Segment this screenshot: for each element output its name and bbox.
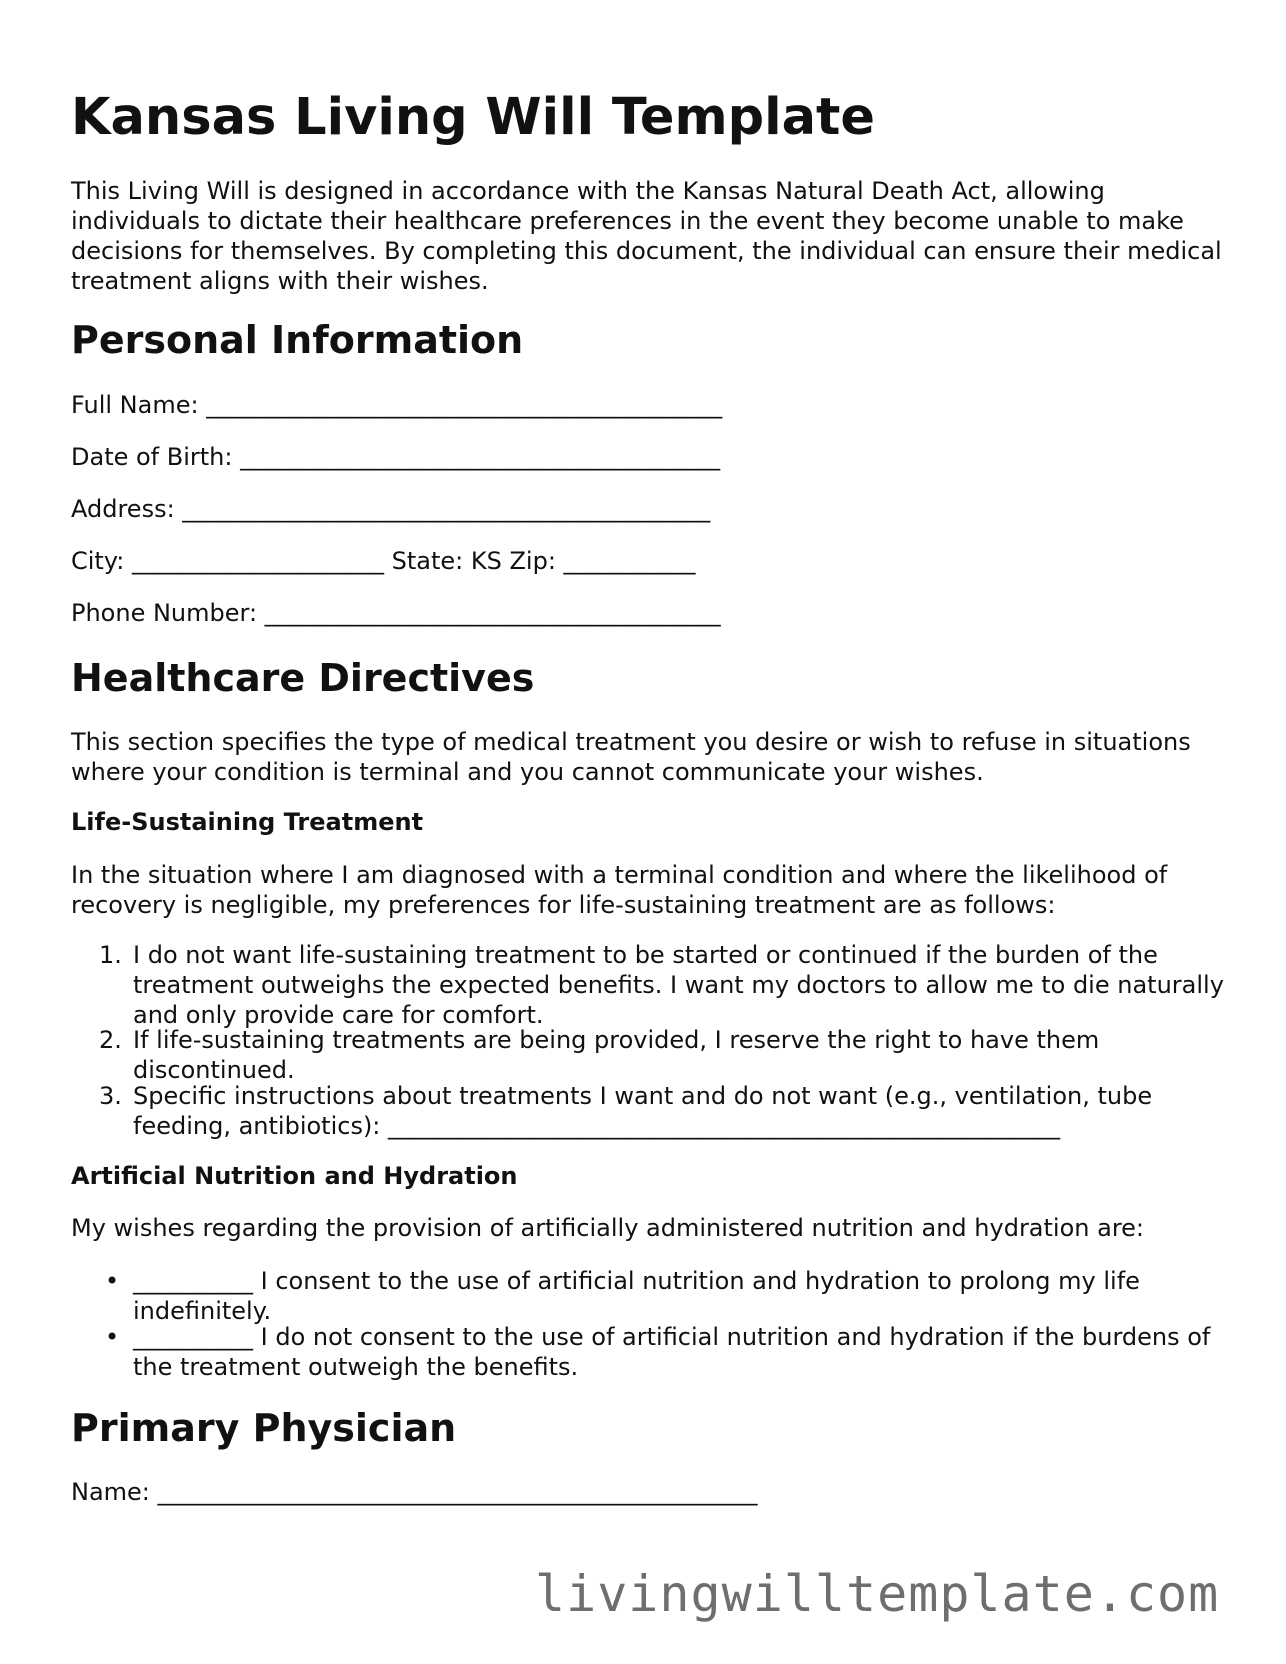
directives-intro: This section specifies the type of medical treatment you desire or wish to refuse in situations where your condition is terminal and you cannot communicate your wishes. xyxy=(71,728,1191,786)
phone-number-field: Phone Number: ______________________________________ xyxy=(71,599,721,627)
life-sustaining-heading: Life-Sustaining Treatment xyxy=(71,808,424,836)
bullet-icon: • xyxy=(105,1323,120,1351)
city-state-zip-field: City: _____________________ State: KS Zip: ___________ xyxy=(71,547,696,575)
list-text: If life-sustaining treatments are being provided, I reserve the right to have them discontinued. xyxy=(133,1026,1100,1084)
list-text: __________ I do not consent to the use of artificial nutrition and hydration if the burdens of the treatment outweigh the benefits. xyxy=(133,1323,1211,1381)
watermark: livingwilltemplate.com xyxy=(535,1565,1220,1623)
list-text: __________ I consent to the use of artificial nutrition and hydration to prolong my life indefinitely. xyxy=(133,1267,1140,1325)
intro-paragraph: This Living Will is designed in accordance with the Kansas Natural Death Act, allowing individuals to dictate their healthcare preferences in the event they become unable to make decisions for themselves. By completing this document, the individual can ensure their medical treatment aligns with their wishes. xyxy=(71,177,1222,295)
list-text: Specific instructions about treatments I want and do not want (e.g., ventilation, tube feeding, antibiotics): ________________________________________________________ xyxy=(133,1082,1153,1140)
physician-name-field: Name: __________________________________________________ xyxy=(71,1478,758,1506)
nutrition-hydration-heading: Artificial Nutrition and Hydration xyxy=(71,1162,518,1190)
list-number: 3. xyxy=(99,1082,122,1110)
date-of-birth-field: Date of Birth: ________________________________________ xyxy=(71,443,721,471)
document-title: Kansas Living Will Template xyxy=(71,88,875,147)
list-number: 1. xyxy=(99,941,122,969)
primary-physician-heading: Primary Physician xyxy=(71,1406,457,1450)
nutrition-intro: My wishes regarding the provision of artificially administered nutrition and hydration are: xyxy=(71,1214,1145,1242)
full-name-field: Full Name: ___________________________________________ xyxy=(71,391,723,419)
bullet-icon: • xyxy=(105,1267,120,1295)
list-number: 2. xyxy=(99,1026,122,1054)
personal-information-heading: Personal Information xyxy=(71,318,524,362)
healthcare-directives-heading: Healthcare Directives xyxy=(71,656,535,700)
life-sustaining-intro: In the situation where I am diagnosed with a terminal condition and where the likelihood of recovery is negligible, my preferences for life-sustaining treatment are as follows: xyxy=(71,861,1168,919)
address-field: Address: ____________________________________________ xyxy=(71,495,711,523)
list-text: I do not want life-sustaining treatment to be started or continued if the burden of the treatment outweighs the expected benefits. I want my doctors to allow me to die naturally and only provide care for comfort. xyxy=(133,941,1224,1029)
